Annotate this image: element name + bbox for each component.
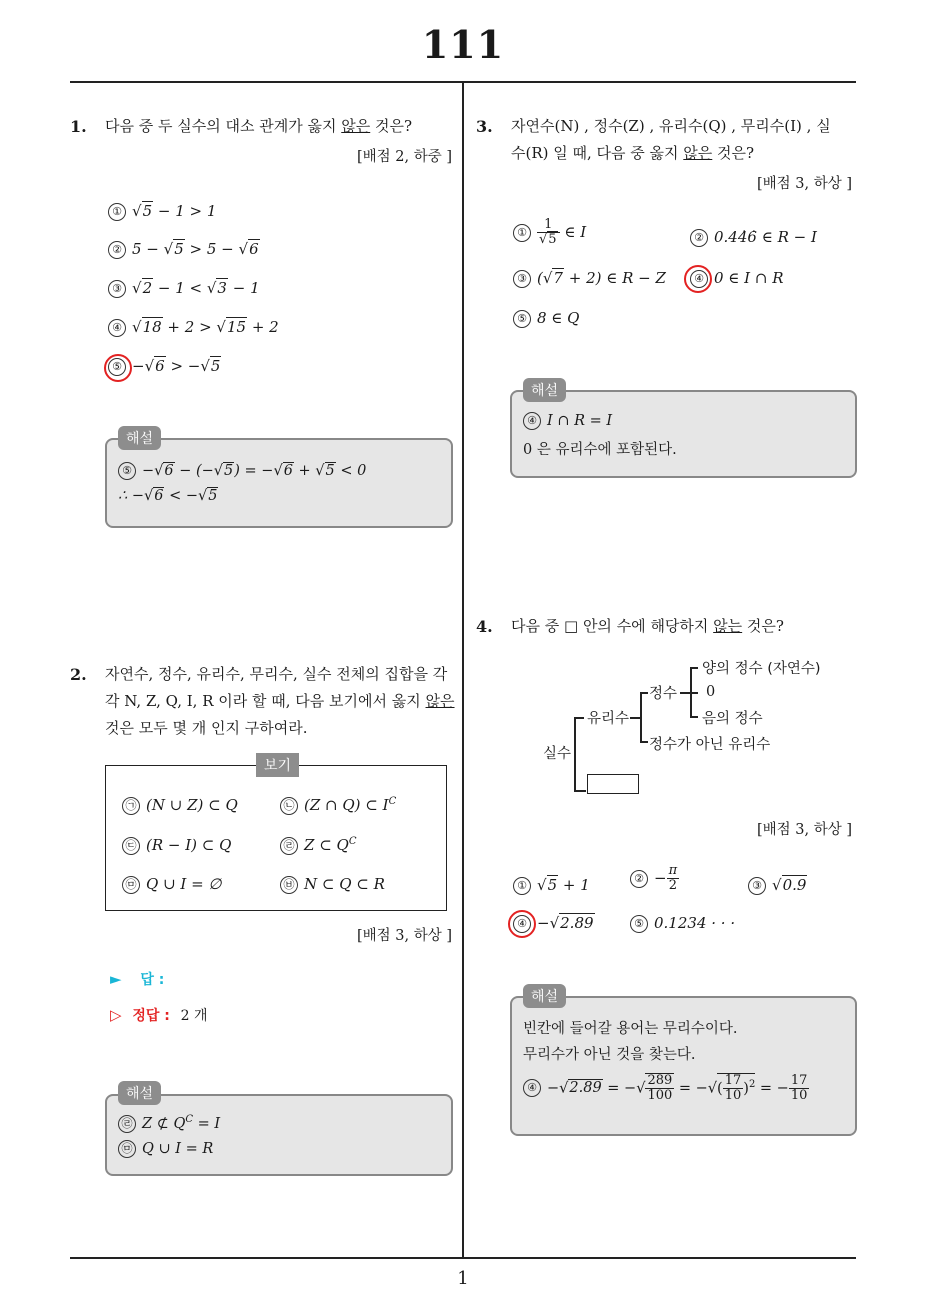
play-arrow-icon: ► xyxy=(110,970,122,988)
q3-line-1: 자연수(N) , 정수(Z) , 유리수(Q) , 무리수(I) , 실 xyxy=(511,117,831,135)
choice-mark: ② xyxy=(108,241,126,259)
q2-line-3: 것은 모두 몇 개 인지 구하여라. xyxy=(105,719,308,737)
tree-line xyxy=(574,717,584,719)
q4-solution-line-1: 빈칸에 들어갈 용어는 무리수이다. xyxy=(523,1021,738,1037)
choice-mark: ④ xyxy=(690,270,708,288)
tree-negative: 음의 정수 xyxy=(702,711,763,727)
q1-number: 1. xyxy=(70,117,87,136)
q2-text xyxy=(105,661,460,742)
choice-mark: ① xyxy=(108,203,126,221)
q1-text-b: 것은? xyxy=(370,117,413,135)
bottom-rule xyxy=(70,1257,856,1259)
tree-line xyxy=(680,692,690,694)
choice-mark: ⑤ xyxy=(108,358,126,376)
q4-solution-tag: 해설 xyxy=(523,984,566,1008)
q3-solution-tag: 해설 xyxy=(523,378,566,402)
tree-line xyxy=(640,741,648,743)
q2-line-2-underline: 않은 xyxy=(425,692,455,710)
q2-solution-box xyxy=(105,1094,453,1176)
bogi-mark: ㉥ xyxy=(280,876,298,894)
tree-line xyxy=(574,717,576,791)
q3-choice-1[interactable]: ① $\frac{1}{√5}$ ∈ I xyxy=(513,218,586,248)
q2-answer-row xyxy=(110,969,164,989)
tree-line xyxy=(690,667,698,669)
q2-solution-line-2: ㉤ Q ∪ I = R xyxy=(118,1140,213,1158)
tree-line xyxy=(574,790,586,792)
q4-choice-5[interactable]: ⑤ 0.1234 · · · xyxy=(630,914,735,933)
q1-choice-5[interactable]: ⑤ −√6 > −√5 xyxy=(108,357,221,376)
q2-number: 2. xyxy=(70,665,87,684)
q3-line-2-b: 것은? xyxy=(712,144,755,162)
tree-blank-box xyxy=(587,774,639,794)
bogi-mark: ㉢ xyxy=(122,837,140,855)
tree-positive: 양의 정수 (자연수) xyxy=(702,661,821,677)
q4-answer-circle xyxy=(508,910,536,938)
q3-choice-2[interactable]: ② 0.44̇6̇ ∈ R − I xyxy=(690,228,817,247)
choice-mark: ③ xyxy=(748,877,766,895)
tree-line xyxy=(630,717,640,719)
q2-line-1: 자연수, 정수, 유리수, 무리수, 실수 전체의 집합을 각 xyxy=(105,665,448,683)
tree-zero: 0 xyxy=(706,684,716,700)
q3-solution-line-2: 0 은 유리수에 포함된다. xyxy=(523,442,677,458)
q4-text-underline: 않는 xyxy=(713,617,743,635)
q2-bogi-item-4: ㉣ Z ⊂ $Q^C$ xyxy=(280,836,356,855)
q2-bogi-item-2: ㉡ (Z ∩ Q) ⊂ $I^C$ xyxy=(280,796,396,815)
q2-answer-label: 답 : xyxy=(140,972,165,988)
tree-line xyxy=(640,692,648,694)
choice-mark: ⑤ xyxy=(118,462,136,480)
q4-score: [배점 3, 하상 ] xyxy=(756,822,852,838)
q3-answer-circle xyxy=(684,265,712,293)
q1-choice-3[interactable]: ③ √2 − 1 < √3 − 1 xyxy=(108,279,260,298)
choice-mark: ④ xyxy=(523,1079,541,1097)
q1-text xyxy=(105,113,455,140)
q3-line-2-a: 수(R) 일 때, 다음 중 옳지 xyxy=(511,144,684,162)
q1-text-a: 다음 중 두 실수의 대소 관계가 옳지 xyxy=(105,117,342,135)
q2-line-2-a: 각 N, Z, Q, I, R 이라 할 때, 다음 보기에서 옳지 xyxy=(105,692,426,710)
q1-score: [배점 2, 하중 ] xyxy=(356,149,452,165)
q2-score: [배점 3, 하상 ] xyxy=(356,928,452,944)
tree-real: 실수 xyxy=(543,746,572,762)
tree-integer: 정수 xyxy=(649,686,678,702)
choice-mark: ① xyxy=(513,877,531,895)
q2-solution-tag: 해설 xyxy=(118,1081,161,1105)
choice-mark: ③ xyxy=(108,280,126,298)
q3-line-2 xyxy=(511,140,856,167)
q3-choice-3[interactable]: ③ (√7 + 2) ∈ R − Z xyxy=(513,269,666,288)
choice-mark: ② xyxy=(630,870,648,888)
q4-choice-4[interactable]: ④ −√2.89 xyxy=(513,914,595,933)
q4-text xyxy=(511,613,856,640)
q4-number: 4. xyxy=(476,617,493,636)
q2-correct-label: 정답 : xyxy=(132,1008,170,1024)
q3-solution-box xyxy=(510,390,857,478)
bogi-mark: ㉠ xyxy=(122,797,140,815)
q2-line-2 xyxy=(105,688,460,715)
tree-line xyxy=(690,716,698,718)
q4-choice-2[interactable]: ② − $\frac{\pi}{2}$ xyxy=(630,864,679,894)
q4-choice-1[interactable]: ① √5 + 1 xyxy=(513,876,590,895)
q3-text xyxy=(511,113,856,167)
q4-text-b: 것은? xyxy=(742,617,784,635)
bogi-mark: ㉡ xyxy=(280,797,298,815)
tree-line xyxy=(640,692,642,742)
bogi-mark: ㉣ xyxy=(280,837,298,855)
q2-bogi-item-5: ㉤ Q ∪ I = ∅ xyxy=(122,875,222,894)
q4-solution-line-2: 무리수가 아닌 것을 찾는다. xyxy=(523,1047,696,1063)
q4-solution-line-3: ④ −√2.89 = −√ $\frac{289}{100}$ = −√( $\frac{17}{10}$ )$^2$ = − $\frac{17}{10}$ xyxy=(523,1073,809,1104)
tree-line xyxy=(690,692,698,694)
q1-solution-box xyxy=(105,438,453,528)
bogi-mark: ㉤ xyxy=(122,876,140,894)
tree-non-integer: 정수가 아닌 유리수 xyxy=(649,737,771,753)
q1-text-underline: 않은 xyxy=(341,117,371,135)
q3-line-2-underline: 않은 xyxy=(683,144,713,162)
q2-correct-row xyxy=(110,1005,208,1025)
bogi-mark: ㉤ xyxy=(118,1140,136,1158)
page-title: 111 xyxy=(421,22,505,67)
q2-bogi-tag: 보기 xyxy=(256,753,299,777)
q3-choice-5[interactable]: ⑤ 8 ∈ Q xyxy=(513,309,579,328)
q2-bogi-item-6: ㉥ N ⊂ Q ⊂ R xyxy=(280,875,385,894)
tree-rational: 유리수 xyxy=(587,711,630,727)
q2-correct-value: 2 개 xyxy=(180,1008,208,1024)
q1-solution-line-1: ⑤ −√6 − (−√5) = −√6 + √5 < 0 xyxy=(118,462,366,480)
q3-choice-4[interactable]: ④ 0 ∈ I ∩ R xyxy=(690,269,784,288)
page-number: 1 xyxy=(457,1268,469,1289)
q2-bogi-item-1: ㉠ (N ∪ Z) ⊂ Q xyxy=(122,796,238,815)
choice-mark: ④ xyxy=(523,412,541,430)
choice-mark: ④ xyxy=(513,915,531,933)
q3-solution-line-1: ④ I ∩ R = I xyxy=(523,412,612,430)
bogi-mark: ㉣ xyxy=(118,1115,136,1133)
q1-solution-line-2: ∴ −√6 < −√5 xyxy=(118,488,218,504)
choice-mark: ① xyxy=(513,224,531,242)
choice-mark: ③ xyxy=(513,270,531,288)
q1-choice-2[interactable]: ② 5 − √5 > 5 − √6 xyxy=(108,240,260,259)
q1-solution-tag: 해설 xyxy=(118,426,161,450)
q3-score: [배점 3, 하상 ] xyxy=(756,176,852,192)
q2-solution-line-1: ㉣ Z ⊄ $Q^C = I$ xyxy=(118,1114,220,1133)
choice-mark: ④ xyxy=(108,319,126,337)
q4-text-a: 다음 중 □ 안의 수에 해당하지 xyxy=(511,617,714,635)
q1-choice-1[interactable]: ① √5 − 1 > 1 xyxy=(108,202,216,221)
q2-bogi-item-3: ㉢ (R − I) ⊂ Q xyxy=(122,836,231,855)
choice-mark: ⑤ xyxy=(513,310,531,328)
outline-arrow-icon: ▷ xyxy=(110,1006,122,1024)
q1-choice-4[interactable]: ④ √18 + 2 > √15 + 2 xyxy=(108,318,279,337)
choice-mark: ⑤ xyxy=(630,915,648,933)
q4-choice-3[interactable]: ③ √0.9 xyxy=(748,876,807,895)
q1-answer-circle xyxy=(104,354,132,382)
choice-mark: ② xyxy=(690,229,708,247)
q3-number: 3. xyxy=(476,117,493,136)
column-divider xyxy=(462,83,464,1259)
